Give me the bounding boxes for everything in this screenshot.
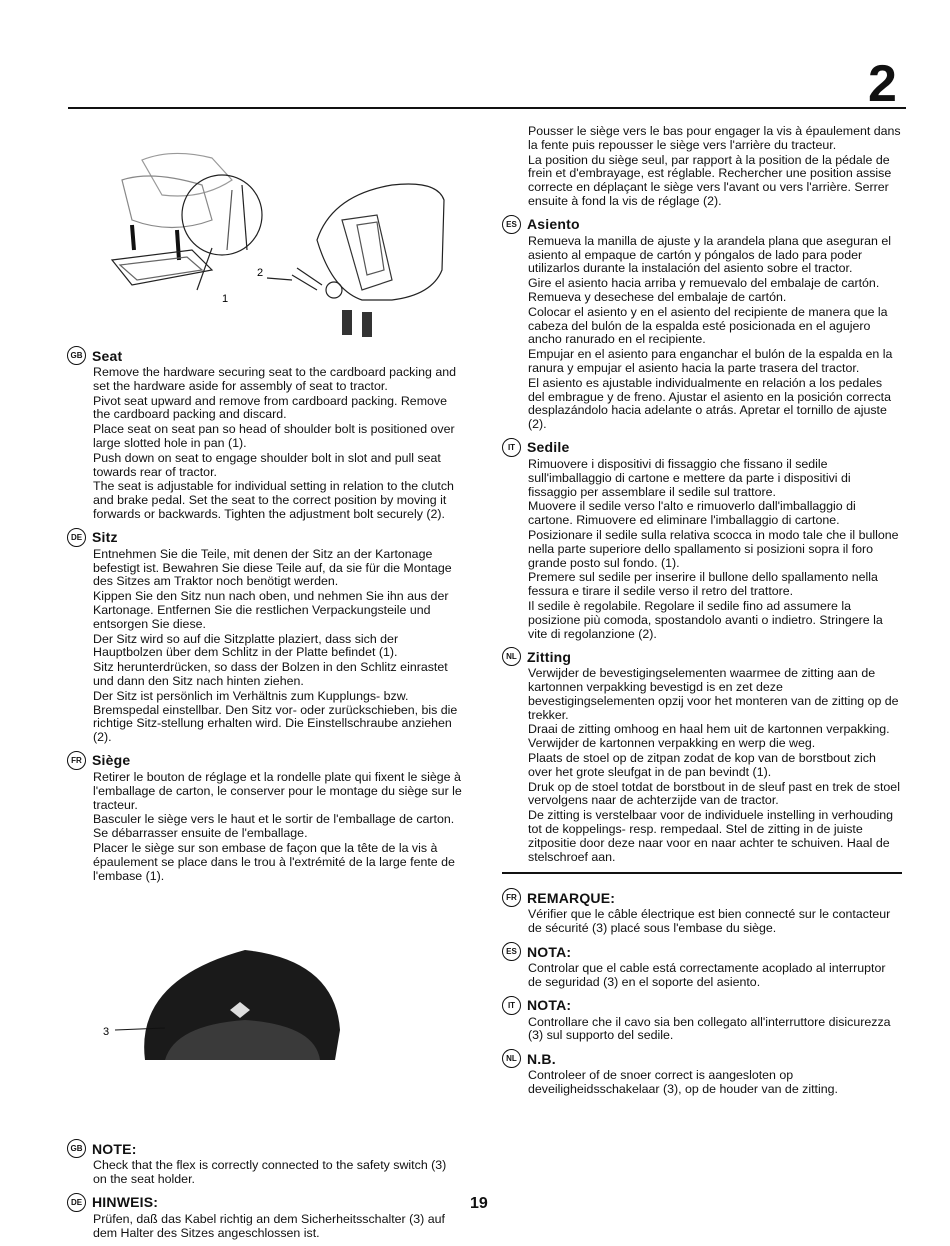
notes-separator xyxy=(502,872,902,874)
section xyxy=(506,888,902,936)
instruction-paragraph: Place seat on seat pan so head of shoulder bolt is positioned over large slotted hole in pan (1). xyxy=(93,422,455,450)
section xyxy=(70,1139,463,1187)
right-column xyxy=(506,124,902,1103)
section-heading xyxy=(67,751,463,770)
instruction-paragraph: Verwijder de bevestigingselementen waarmee de zitting aan de kartonnen verpakking bevestigd is en zet deze bevestigingselementen opzij voor het monteren van de zitting op de trekker. xyxy=(528,666,899,722)
section-heading xyxy=(502,438,902,457)
instruction-paragraph: Pivot seat upward and remove from cardboard packing. Remove the cardboard packing and discard. xyxy=(93,393,447,422)
language-badge-icon: DE xyxy=(67,528,86,547)
instruction-paragraph: Il sedile è regolabile. Regolare il sedile fino ad assumere la posizione più comoda, spostandolo avanti o indietro. Stringere la vite di regolanzione (2). xyxy=(528,598,883,641)
instruction-paragraph: Empujar en el asiento para enganchar el bulón de la espalda en la ranura y empujar el asiento hacia la parte trasera del tractor. xyxy=(528,347,893,375)
instruction-paragraph: Remove the hardware securing seat to the cardboard packing and set the hardware aside for assembly of seat to tractor. xyxy=(93,365,456,393)
instruction-paragraph: Push down on seat to engage shoulder bolt in slot and pull seat towards rear of tractor. xyxy=(93,450,441,479)
section-heading xyxy=(67,1193,463,1212)
instruction-paragraph: Basculer le siège vers le haut et le sortir de l'emballage de carton. Se débarrasser ensuite de l'emballage. xyxy=(93,812,455,841)
section-title: HINWEIS: xyxy=(92,1194,159,1211)
instruction-paragraph: Controlar que el cable está correctamente acoplado al interruptor de seguridad (3) en el soporte del asiento. xyxy=(528,961,886,989)
language-badge-icon: GB xyxy=(67,1139,86,1158)
section xyxy=(70,528,463,745)
left-notes xyxy=(70,1139,463,1240)
safety-switch-figure xyxy=(95,950,365,1060)
language-badge-icon: IT xyxy=(502,996,521,1015)
section-title: Seat xyxy=(92,347,123,364)
instruction-paragraph: El asiento es ajustable individualmente en relación a los pedales del embrague y de freno. Ajustar el asiento en la posición correcta desplazándolo hacia adelante o atrás. Apretar el tornillo de ajuste (2). xyxy=(528,375,891,432)
section-title: Zitting xyxy=(527,648,572,665)
section xyxy=(70,346,463,522)
section-heading xyxy=(502,942,902,961)
language-badge-icon: GB xyxy=(67,346,86,365)
language-badge-icon: FR xyxy=(67,751,86,770)
section-heading xyxy=(502,1049,902,1068)
section-heading xyxy=(502,888,902,907)
section xyxy=(507,438,902,641)
section-title: Sitz xyxy=(92,529,118,546)
section xyxy=(70,1193,463,1241)
language-badge-icon: DE xyxy=(67,1193,86,1212)
section xyxy=(71,751,463,883)
section-title: Sedile xyxy=(527,439,570,456)
instruction-paragraph: Retirer le bouton de réglage et la rondelle plate qui fixent le siège à l'emballage de carton, le conserver pour le montage du siège sur le tracteur. xyxy=(93,769,462,812)
section-heading xyxy=(67,528,463,547)
instruction-paragraph: Druk op de stoel totdat de borstbout in de sleuf past en trek de stoel vervolgens naar de achterzijde van de tractor. xyxy=(528,779,900,808)
instruction-paragraph: De zitting is verstelbaar voor de individuele instelling in verhouding tot de koppelings- resp. rempedaal. Stel de zitting in de juiste zitpositie door deze naar voor en naar achter te schuiven. Haal de stelschroef aan. xyxy=(528,808,894,864)
language-badge-icon: NL xyxy=(502,647,521,666)
instruction-paragraph: Der Sitz ist persönlich im Verhältnis zum Kupplungs- bzw. Bremspedal einstellbar. Den Sitz vor- oder zurückschieben, bis die richtige Sitz-stellung erhalten wird. Die Einstellschraube anziehen (2). xyxy=(93,688,458,745)
section-title: NOTE: xyxy=(92,1140,137,1157)
language-badge-icon: IT xyxy=(502,438,521,457)
instruction-paragraph: Controleer of de snoer correct is aangesloten op deveiligheidsschakelaar (3), op de houder van de zitting. xyxy=(528,1068,838,1097)
header-rule xyxy=(68,107,906,109)
left-instruction-sections xyxy=(70,346,463,883)
section-title: Siège xyxy=(92,752,131,769)
section xyxy=(506,942,902,990)
instruction-paragraph: Premere sul sedile per inserire il bullone dello spallamento nella fessura e tirare il sedile verso il retro del trattore. xyxy=(528,570,878,599)
page-number: 19 xyxy=(470,1195,488,1212)
instruction-paragraph: The seat is adjustable for individual setting in relation to the clutch and brake pedal. Set the seat to the correct position by moving it forwards or backwards. Tighten the adjustment bolt securely (2). xyxy=(93,479,454,521)
section xyxy=(506,1049,902,1097)
section-title: NOTA: xyxy=(527,943,572,960)
instruction-paragraph: La position du siège seul, par rapport à la position de la pédale de frein et d'embrayage, est réglable. Rechercher une position assise correcte en déplaçant le siège vers l'avant ou vers l'arrière. Serrer ensuite à fond la vis de réglage (2). xyxy=(528,152,892,208)
section xyxy=(506,647,902,864)
right-instruction-sections xyxy=(506,215,902,865)
instruction-paragraph: Placer le siège sur son embase de façon que la tête de la vis à épaulement se place dans le trou à l'extrémité de la large fente de l'embase (1). xyxy=(93,840,455,883)
instruction-paragraph: Der Sitz wird so auf die Sitzplatte plaziert, dass sich der Hauptbolzen über dem Schlitz in der Platte befindet (1). xyxy=(93,631,399,660)
section-title: Asiento xyxy=(527,216,580,233)
chapter-number: 2 xyxy=(868,55,897,113)
right-notes xyxy=(506,888,902,1097)
section-title: N.B. xyxy=(527,1050,556,1067)
instruction-paragraph: Muovere il sedile verso l'alto e rimuoverlo dall'imballaggio di cartone. Rimuovere ed eliminare l'imballaggio di cartone. xyxy=(528,499,856,528)
seat-assembly-figure xyxy=(92,140,462,350)
section-heading xyxy=(502,215,902,234)
callout-2: 2 xyxy=(257,267,264,279)
instruction-paragraph: Pousser le siège vers le bas pour engager la vis à épaulement dans la fente puis repousser le siège vers l'arrière du tracteur. xyxy=(528,124,901,152)
instruction-paragraph: Colocar el asiento y en el asiento del recipiente de manera que la cabeza del bulón de la espalda esté posicionada en el agujero ancho ranurado en el recipiente. xyxy=(528,304,888,347)
instruction-paragraph: Vérifier que le câble électrique est bien connecté sur le contacteur de sécurité (3) placé sous l'embase du siège. xyxy=(528,907,891,936)
section-heading xyxy=(502,647,902,666)
instruction-paragraph: Plaats de stoel op de zitpan zodat de kop van de borstbout zich over het grote sleufgat in de pan bevindt (1). xyxy=(528,751,876,779)
language-badge-icon: FR xyxy=(502,888,521,907)
callout-3: 3 xyxy=(103,1026,110,1038)
language-badge-icon: ES xyxy=(502,942,521,961)
instruction-paragraph: Check that the flex is correctly connected to the safety switch (3) on the seat holder. xyxy=(93,1158,447,1187)
section xyxy=(507,996,902,1044)
instruction-paragraph: Prüfen, daß das Kabel richtig an dem Sicherheitsschalter (3) auf dem Halter des Sitzes angeschlossen ist. xyxy=(93,1211,445,1240)
instruction-paragraph: Rimuovere i dispositivi di fissaggio che fissano il sedile sull'imballaggio di cartone e mettere da parte i dispositivi di fissaggio per assemblare il sedile sul trattore. xyxy=(528,456,851,499)
instruction-paragraph: Gire el asiento hacia arriba y remuevalo del embalaje de cartón. Remueva y desechese del embalaje de cartón. xyxy=(528,276,880,304)
section xyxy=(506,215,902,432)
language-badge-icon: NL xyxy=(502,1049,521,1068)
section-heading xyxy=(67,1139,463,1158)
section-title: NOTA: xyxy=(527,997,572,1014)
instruction-paragraph: Draai de zitting omhoog en haal hem uit de kartonnen verpakking. Verwijder de kartonnen verpakking en werp die weg. xyxy=(528,722,890,751)
section-heading xyxy=(502,996,902,1015)
instruction-paragraph: Posizionare il sedile sulla relativa scocca in modo tale che il bullone nella parte superiore dello spallamento si posizioni sopra il foro grande posto sul fondo. (1). xyxy=(528,527,899,570)
section-heading xyxy=(67,346,463,365)
instruction-paragraph: Remueva la manilla de ajuste y la arandela plana que aseguran el asiento al empaque de cartón y póngalos de lado para poder utilizarlos durante la instalación del asiento sobre el tractor. xyxy=(528,233,892,276)
instruction-paragraph: Sitz herunterdrücken, so dass der Bolzen in den Schlitz einrastet und dann den Sitz nach hinten ziehen. xyxy=(93,660,448,688)
callout-1: 1 xyxy=(222,293,229,305)
language-badge-icon: ES xyxy=(502,215,521,234)
instruction-paragraph: Controllare che il cavo sia ben collegato all'interruttore disicurezza (3) sul supporto del sedile. xyxy=(528,1014,891,1043)
section-title: REMARQUE: xyxy=(527,889,616,906)
instruction-paragraph: Kippen Sie den Sitz nun nach oben, und nehmen Sie ihn aus der Kartonage. Entfernen Sie die restlichen Verpackungsteile und entsorgen Sie diese. xyxy=(93,589,449,631)
left-column xyxy=(70,346,463,1246)
instruction-paragraph: Entnehmen Sie die Teile, mit denen der Sitz an der Kartonage befestigt ist. Bewahren Sie diese Teile auf, da sie für die Montage des Sitzes am Traktor noch benötigt werden. xyxy=(93,546,452,589)
right-intro xyxy=(528,125,902,209)
